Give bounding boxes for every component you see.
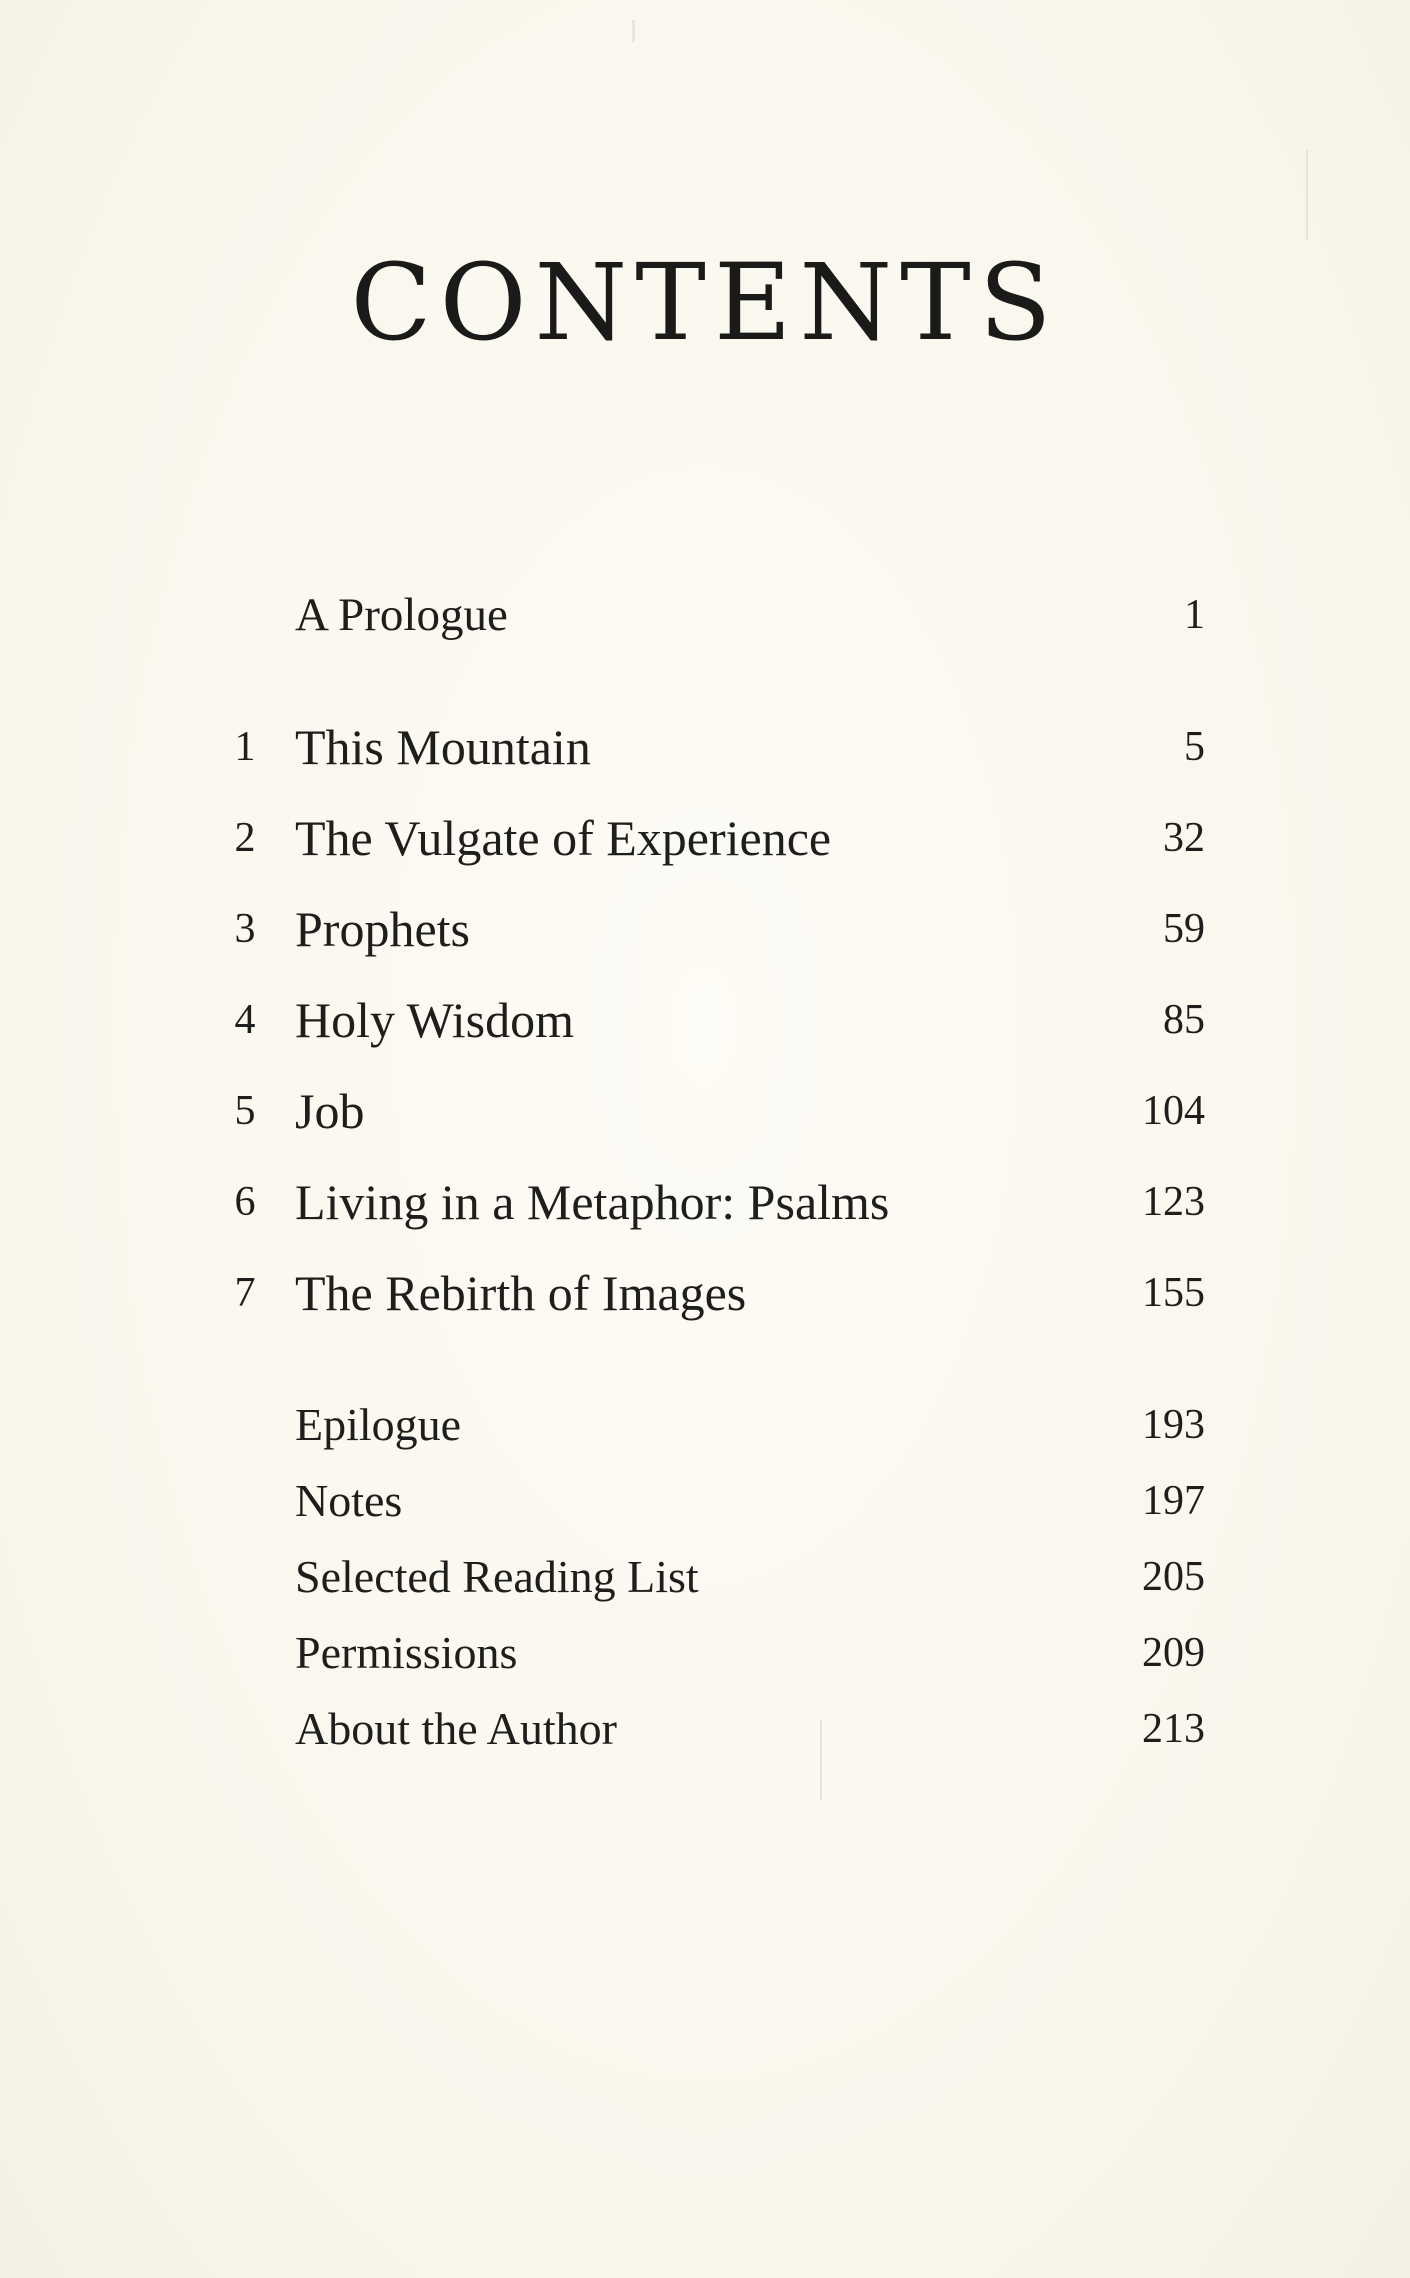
toc-entry-label: The Vulgate of Experience xyxy=(295,810,832,866)
toc-entry-notes xyxy=(0,1466,1410,1536)
toc-entry-page: 123 xyxy=(1142,1179,1205,1225)
toc-entry-permissions xyxy=(0,1618,1410,1688)
toc-entry-label: Holy Wisdom xyxy=(295,992,575,1048)
toc-entry-chapter-1 xyxy=(0,712,1410,782)
toc-entry-page: 155 xyxy=(1142,1270,1205,1316)
toc-entry-page: 104 xyxy=(1142,1088,1205,1134)
scan-mark xyxy=(1306,150,1308,240)
toc-entry-page: 193 xyxy=(1142,1402,1205,1448)
chapter-number: 4 xyxy=(234,997,256,1043)
chapter-number: 2 xyxy=(234,815,256,861)
toc-entry-label: Epilogue xyxy=(295,1399,462,1450)
toc-entry-prologue xyxy=(0,580,1410,650)
toc-entry-label: This Mountain xyxy=(295,719,591,775)
chapter-number: 3 xyxy=(234,906,256,952)
toc-entry-page: 1 xyxy=(1184,592,1205,638)
toc-entry-chapter-6 xyxy=(0,1167,1410,1237)
toc-entry-label: About the Author xyxy=(295,1703,617,1754)
toc-entry-chapter-5 xyxy=(0,1076,1410,1146)
toc-entry-chapter-4 xyxy=(0,985,1410,1055)
toc-entry-label: Prophets xyxy=(295,901,470,957)
toc-entry-chapter-7 xyxy=(0,1258,1410,1328)
toc-entry-page: 32 xyxy=(1163,815,1205,861)
toc-entry-label: Living in a Metaphor: Psalms xyxy=(295,1174,890,1230)
page-title: CONTENTS xyxy=(350,241,1060,364)
chapter-number: 5 xyxy=(234,1088,256,1134)
scan-mark xyxy=(632,20,635,42)
toc-entry-label: Job xyxy=(295,1083,365,1139)
toc-entry-page: 197 xyxy=(1142,1478,1205,1524)
toc-entry-page: 213 xyxy=(1142,1706,1205,1752)
chapter-number: 6 xyxy=(234,1179,256,1225)
toc-entry-label: Notes xyxy=(295,1475,403,1526)
toc-entry-page: 85 xyxy=(1163,997,1205,1043)
chapter-number: 1 xyxy=(234,724,256,770)
toc-entry-label: The Rebirth of Images xyxy=(295,1265,747,1321)
toc-entry-page: 209 xyxy=(1142,1630,1205,1676)
toc-entry-epilogue xyxy=(0,1390,1410,1460)
toc-entry-label: A Prologue xyxy=(295,589,508,641)
chapter-number: 7 xyxy=(234,1270,256,1316)
toc-entry-about-author xyxy=(0,1694,1410,1764)
toc-entry-page: 5 xyxy=(1184,724,1205,770)
toc-entry-chapter-3 xyxy=(0,894,1410,964)
toc-entry-label: Selected Reading List xyxy=(295,1551,699,1602)
toc-entry-label: Permissions xyxy=(295,1627,518,1678)
toc-entry-page: 205 xyxy=(1142,1554,1205,1600)
toc-entry-chapter-2 xyxy=(0,803,1410,873)
toc-entry-page: 59 xyxy=(1163,906,1205,952)
toc-entry-reading-list xyxy=(0,1542,1410,1612)
